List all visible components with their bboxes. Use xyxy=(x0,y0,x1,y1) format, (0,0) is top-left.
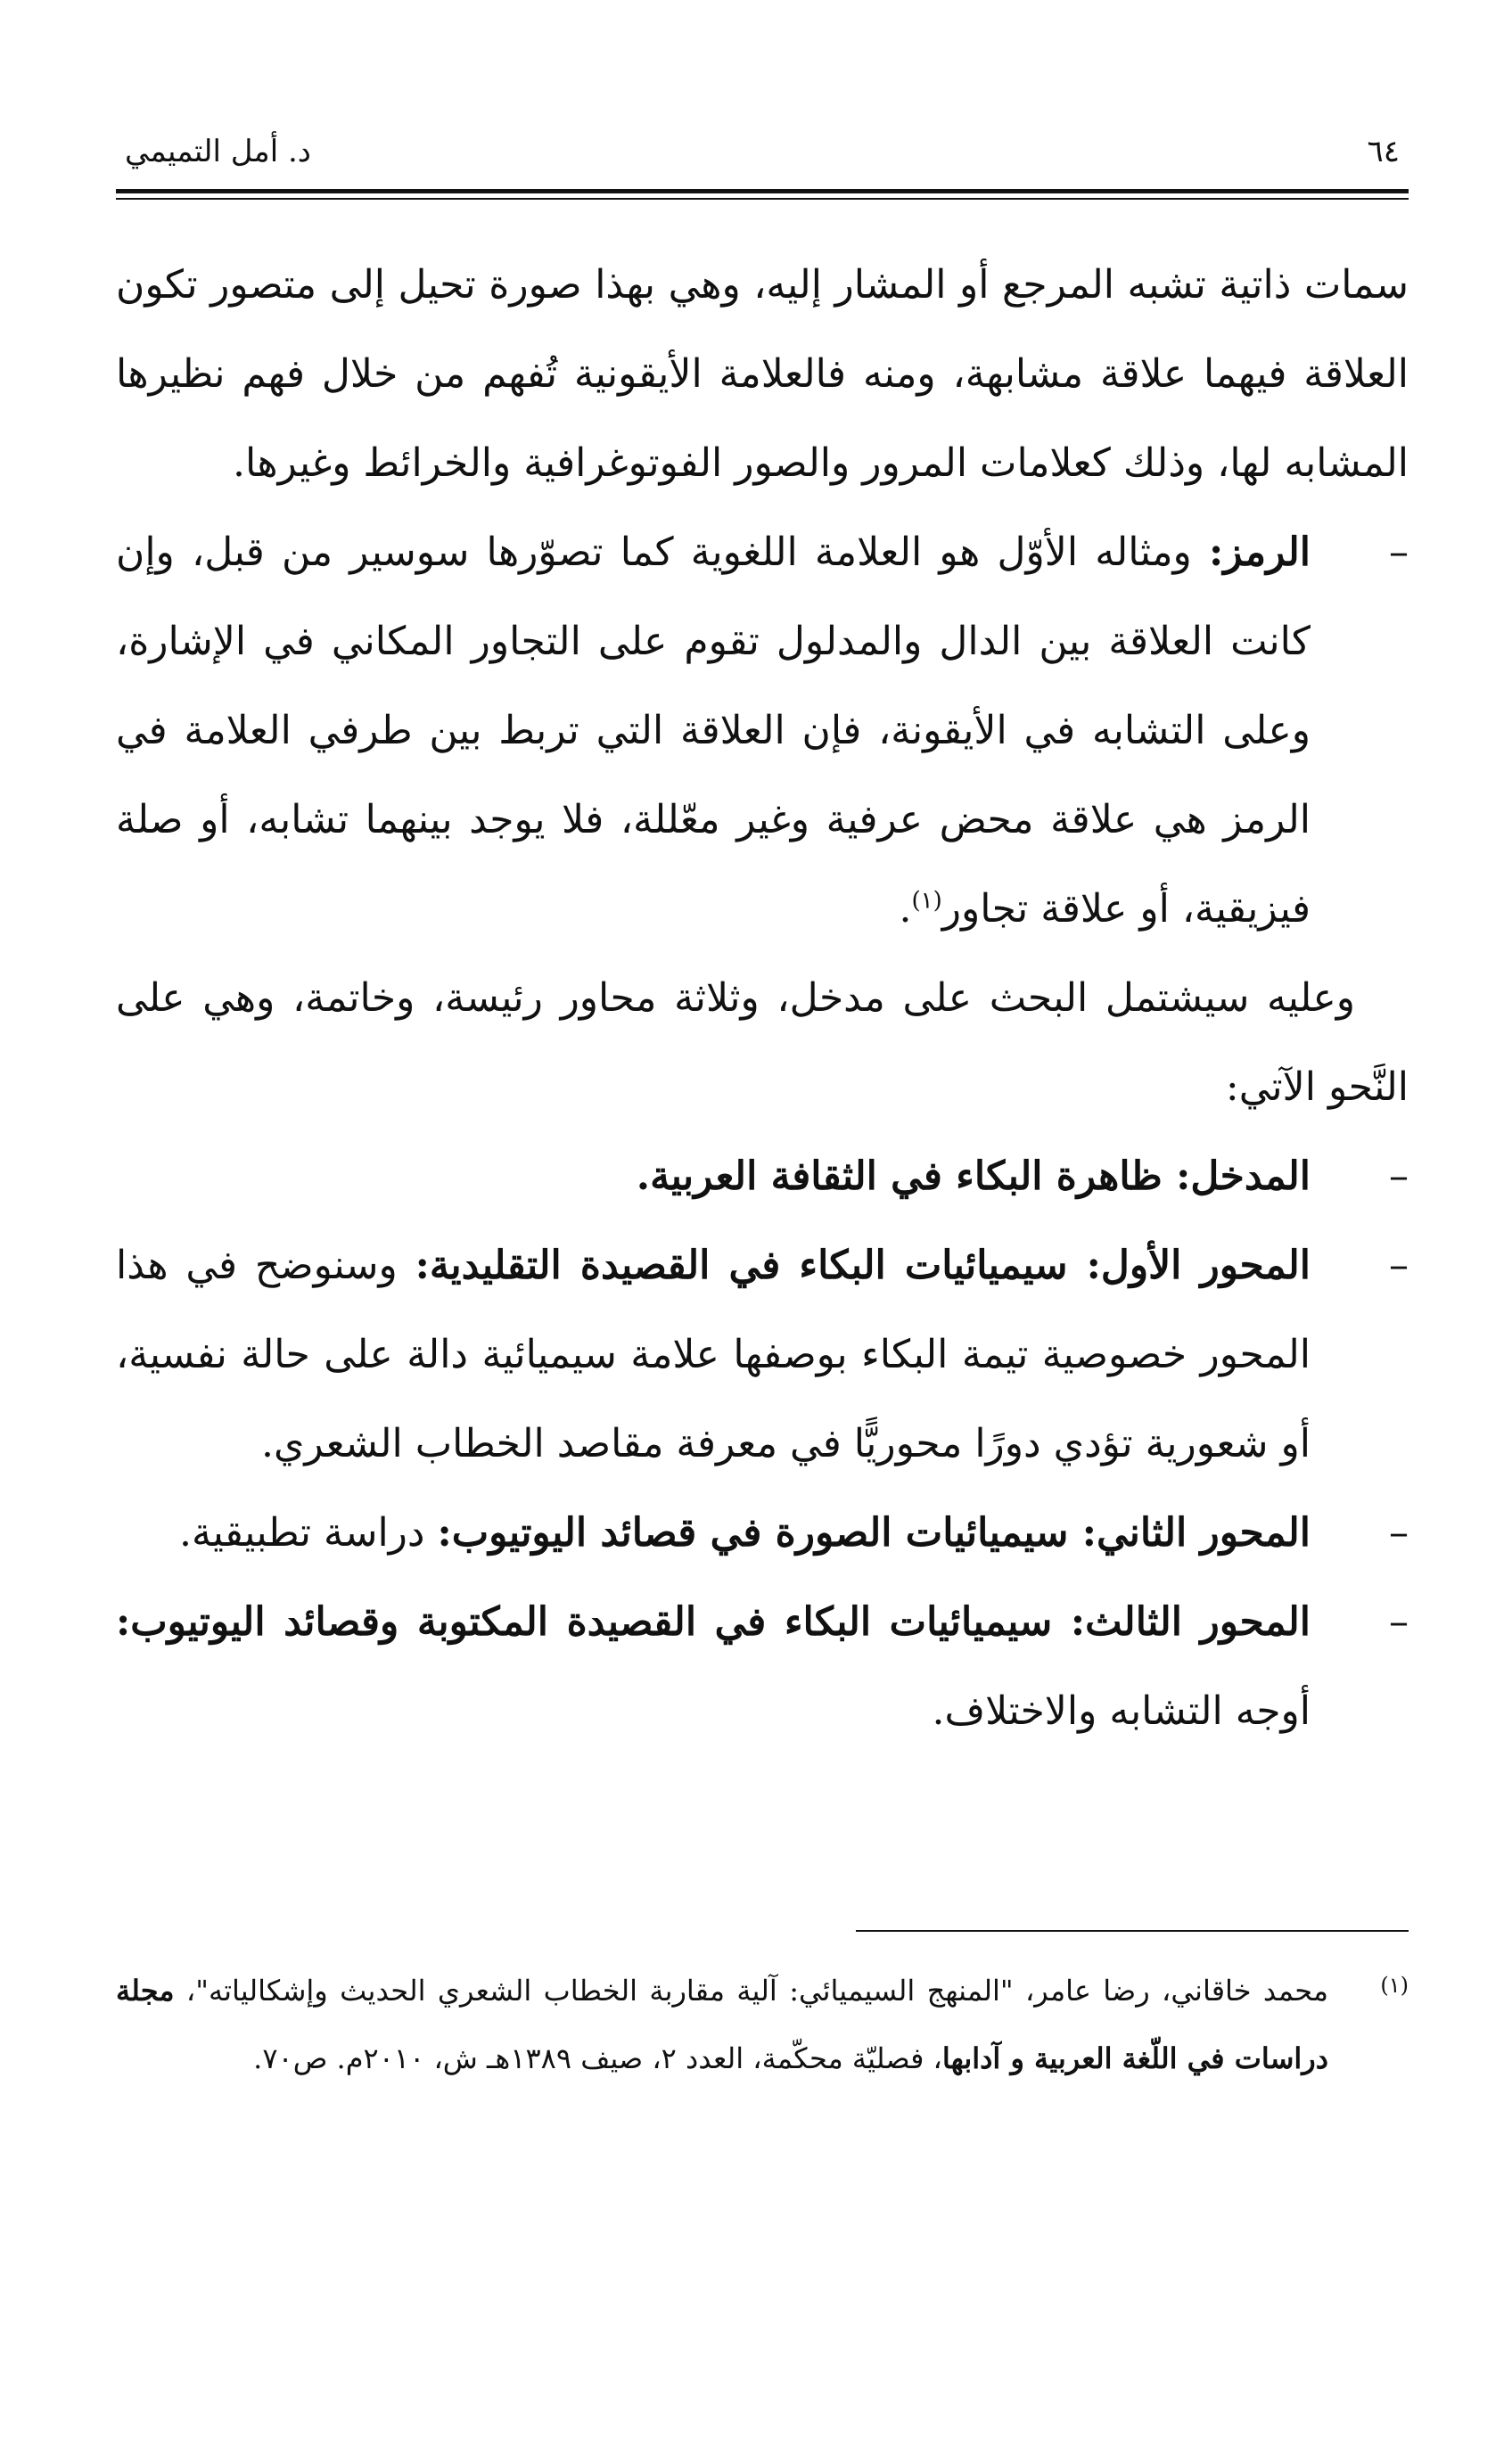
list-item-section-third xyxy=(116,1578,1409,1756)
paragraph-icon-definition: سمات ذاتية تشبه المرجع أو المشار إليه، وهي بهذا صورة تحيل إلى متصور تكون العلاقة فيهما علاقة مشابهة، ومنه فالعلامة الأيقونية تُفهم من خلال فهم نظيرها المشابه لها، وذلك كعلامات المرور والصور الفوتوغرافية والخرائط وغيرها. xyxy=(116,262,1409,486)
footnote-marker: (١) xyxy=(1380,1973,1409,1998)
section-description: أوجه التشابه والاختلاف. xyxy=(932,1688,1311,1734)
list-dash: – xyxy=(1389,1599,1409,1645)
list-item-section-first xyxy=(116,1221,1409,1489)
footnote-separator xyxy=(856,1930,1409,1932)
running-header xyxy=(116,125,1409,196)
footnote-details: ، فصليّة محكّمة، العدد ٢، صيف ١٣٨٩هـ ش، ٢٠١٠م. ص٧٠. xyxy=(253,2041,942,2075)
list-dash: – xyxy=(1389,1510,1409,1556)
header-rule-thin xyxy=(116,198,1409,200)
header-rule-thick xyxy=(116,189,1409,193)
body-text xyxy=(116,241,1409,1756)
section-description: وسنوضح في هذا المحور خصوصية تيمة البكاء بوصفها علامة سيميائية دالة على حالة نفسية، أو شعورية تؤدي دورًا محوريًّا في معرفة مقاصد الخطاب الشعري. xyxy=(116,1243,1311,1466)
section-title: المحور الثالث: سيميائيات البكاء في القصيدة المكتوبة وقصائد اليوتيوب: xyxy=(116,1599,1311,1645)
paragraph-research-plan: وعليه سيشتمل البحث على مدخل، وثلاثة محاور رئيسة، وخاتمة، وهي على النَّحو الآتي: xyxy=(116,975,1409,1110)
section-title: المدخل: ظاهرة البكاء في الثقافة العربية. xyxy=(636,1154,1311,1199)
term-symbol: الرمز: xyxy=(1209,530,1311,575)
footnote-authors-title: محمد خاقاني، رضا عامر، "المنهج السيميائي: آلية مقاربة الخطاب الشعري الحديث وإشكالياته"، xyxy=(174,1974,1328,2008)
section-title: المحور الأول: سيميائيات البكاء في القصيدة التقليدية: xyxy=(415,1243,1311,1288)
footnote xyxy=(116,1957,1409,2092)
footnote-text xyxy=(116,1957,1409,2092)
page-number: ٦٤ xyxy=(1367,134,1400,169)
symbol-description: ومثاله الأوّل هو العلامة اللغوية كما تصوّرها سوسير من قبل، وإن كانت العلاقة بين الدال والمدلول تقوم على التجاور المكاني في الإشارة، وعلى التشابه في الأيقونة، فإن العلاقة التي تربط بين طرفي العلامة في الرمز هي علاقة محض عرفية وغير معّللة، فلا يوجد بينهما تشابه، أو صلة فيزيقية، أو علاقة تجاور xyxy=(116,530,1311,932)
header-author: د. أمل التميمي xyxy=(125,134,311,169)
footnote-reference[interactable]: (١) xyxy=(911,887,942,915)
section-description: دراسة تطبيقية. xyxy=(179,1510,438,1556)
list-item-section-second xyxy=(116,1489,1409,1578)
sentence-end: . xyxy=(899,886,912,932)
list-dash: – xyxy=(1389,530,1409,575)
list-item-symbol xyxy=(116,508,1409,954)
list-dash: – xyxy=(1389,1243,1409,1288)
section-title: المحور الثاني: سيميائيات الصورة في قصائد اليوتيوب: xyxy=(437,1510,1311,1556)
list-dash: – xyxy=(1389,1154,1409,1199)
footnote-journal: مجلة دراسات في اللّغة العربية و آدابها xyxy=(116,1974,1328,2075)
list-item-section-intro xyxy=(116,1132,1409,1221)
